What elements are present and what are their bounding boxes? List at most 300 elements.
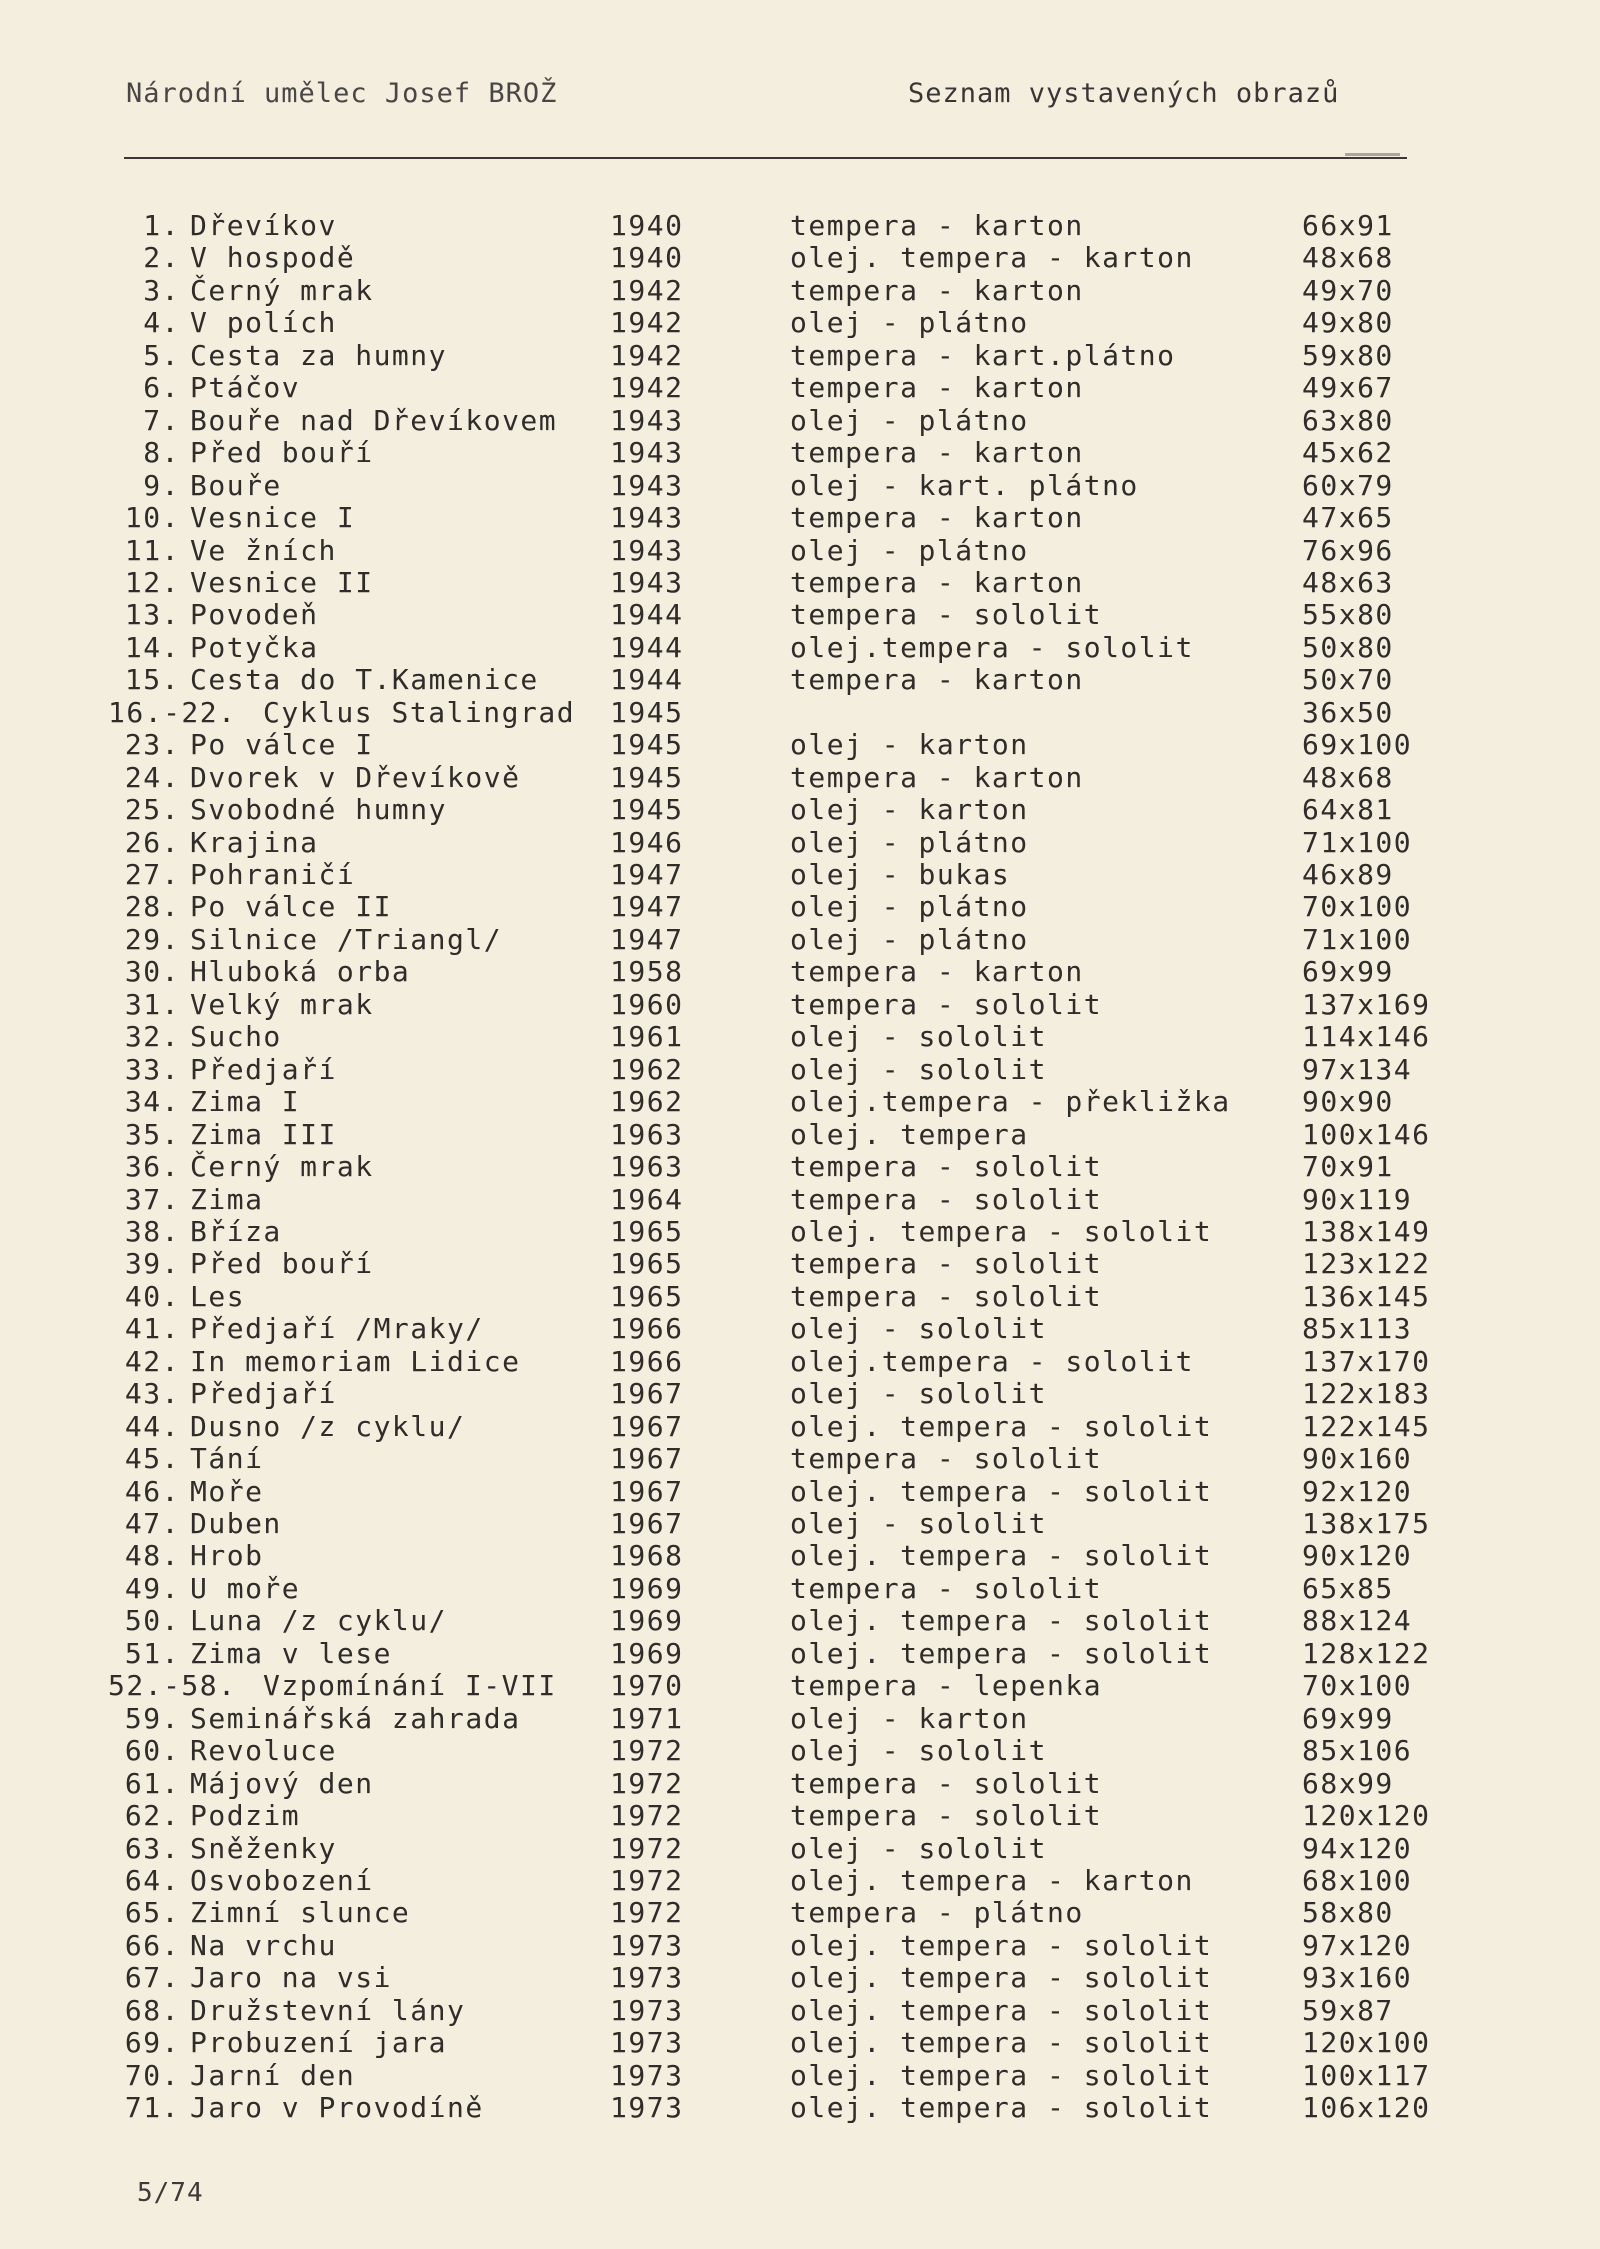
item-technique: olej - sololit — [790, 1052, 1048, 1086]
item-size: 114x146 — [1302, 1020, 1431, 1054]
item-technique: olej - karton — [790, 1701, 1029, 1735]
item-number: 6. — [143, 371, 180, 405]
item-year: 1973 — [610, 2026, 684, 2060]
list-item — [0, 1020, 1600, 1052]
item-year: 1972 — [610, 1799, 684, 1833]
list-item — [0, 404, 1600, 436]
item-technique: olej. tempera - sololit — [790, 1474, 1213, 1508]
item-number: 34. — [124, 1085, 180, 1119]
item-number: 48. — [124, 1539, 180, 1573]
item-number: 27. — [124, 858, 180, 891]
list-item — [0, 663, 1600, 695]
item-number: 31. — [124, 987, 180, 1021]
item-title: Ve žních — [190, 533, 337, 567]
item-size: 100x146 — [1302, 1117, 1431, 1151]
item-technique: olej. tempera — [790, 1117, 1029, 1151]
item-year: 1944 — [610, 630, 684, 664]
item-year: 1944 — [610, 598, 684, 632]
item-title: In memoriam Lidice — [190, 1344, 521, 1378]
item-size: 49x80 — [1302, 306, 1394, 340]
item-size: 136x145 — [1302, 1279, 1431, 1313]
item-number: 49. — [124, 1571, 180, 1605]
item-title: Před bouří — [190, 436, 374, 470]
item-year: 1967 — [610, 1377, 684, 1411]
item-number: 68. — [124, 1993, 180, 2027]
item-year: 1969 — [610, 1571, 684, 1605]
item-technique: tempera - sololit — [790, 987, 1103, 1021]
item-year: 1943 — [610, 468, 684, 502]
list-item — [0, 793, 1600, 825]
list-item — [0, 1961, 1600, 1993]
item-number: 23. — [124, 728, 180, 762]
item-size: 71x100 — [1302, 922, 1413, 956]
item-number: 15. — [124, 663, 180, 697]
item-technique: tempera - karton — [790, 273, 1084, 307]
item-number: 69. — [124, 2026, 180, 2060]
list-item — [0, 1604, 1600, 1636]
item-number: 46. — [124, 1474, 180, 1508]
item-technique: olej. tempera - sololit — [790, 1409, 1213, 1443]
item-size: 123x122 — [1302, 1247, 1431, 1281]
item-technique: olej - plátno — [790, 533, 1029, 567]
list-item — [0, 1539, 1600, 1571]
list-item — [0, 1247, 1600, 1279]
item-technique: olej - sololit — [790, 1377, 1048, 1411]
item-number: 3. — [143, 273, 180, 307]
item-year: 1969 — [610, 1636, 684, 1670]
item-technique: tempera - sololit — [790, 1571, 1103, 1605]
item-year: 1967 — [610, 1409, 684, 1443]
item-title: Krajina — [190, 825, 319, 859]
item-number: 11. — [124, 533, 180, 567]
list-item — [0, 501, 1600, 533]
list-item — [0, 1085, 1600, 1117]
item-technique: tempera - karton — [790, 501, 1084, 535]
list-title: Seznam vystavených obrazů — [908, 78, 1340, 109]
item-size: 55x80 — [1302, 598, 1394, 632]
item-number: 41. — [124, 1312, 180, 1346]
list-item — [0, 1118, 1600, 1150]
item-technique: tempera - sololit — [790, 1766, 1103, 1800]
item-technique: olej - sololit — [790, 1312, 1048, 1346]
item-title: Cesta do T.Kamenice — [190, 663, 539, 697]
item-size: 85x106 — [1302, 1734, 1413, 1768]
item-title: Sucho — [190, 1020, 282, 1054]
item-title: Před bouří — [190, 1247, 374, 1281]
item-year: 1963 — [610, 1150, 684, 1184]
item-size: 70x100 — [1302, 1669, 1413, 1703]
item-title: Tání — [190, 1442, 264, 1476]
item-title: Probuzení jara — [190, 2026, 448, 2060]
item-title: Les — [190, 1279, 246, 1313]
item-technique: olej. tempera - sololit — [790, 1539, 1213, 1573]
item-number: 8. — [143, 436, 180, 470]
item-number: 70. — [124, 2058, 180, 2092]
item-title: Zima — [190, 1182, 264, 1216]
list-item — [0, 923, 1600, 955]
item-technique: olej. tempera - sololit — [790, 1214, 1213, 1248]
item-technique: tempera - sololit — [790, 1799, 1103, 1833]
item-number: 9. — [143, 468, 180, 502]
item-number: 50. — [124, 1604, 180, 1638]
list-item — [0, 436, 1600, 468]
item-size: 63x80 — [1302, 403, 1394, 437]
item-year: 1943 — [610, 565, 684, 599]
item-title: Pohraničí — [190, 858, 356, 891]
list-item — [0, 1442, 1600, 1474]
item-technique: tempera - karton — [790, 955, 1084, 989]
item-technique: olej.tempera - sololit — [790, 1344, 1194, 1378]
item-size: 48x68 — [1302, 760, 1394, 794]
item-size: 122x145 — [1302, 1409, 1431, 1443]
item-technique: olej - sololit — [790, 1507, 1048, 1540]
item-size: 69x99 — [1302, 1701, 1394, 1735]
item-year: 1945 — [610, 760, 684, 794]
item-year: 1966 — [610, 1312, 684, 1346]
item-year: 1967 — [610, 1474, 684, 1508]
item-technique: olej. tempera - sololit — [790, 1604, 1213, 1638]
item-technique: tempera - karton — [790, 760, 1084, 794]
item-number: 37. — [124, 1182, 180, 1216]
item-size: 138x175 — [1302, 1507, 1431, 1540]
item-size: 97x120 — [1302, 1928, 1413, 1962]
list-item — [0, 1183, 1600, 1215]
list-item — [0, 598, 1600, 630]
item-year: 1967 — [610, 1442, 684, 1476]
item-year: 1965 — [610, 1214, 684, 1248]
item-title: Dřevíkov — [190, 209, 337, 242]
item-technique: olej - sololit — [790, 1020, 1048, 1054]
list-item — [0, 1799, 1600, 1831]
item-technique: tempera - karton — [790, 663, 1084, 697]
item-title: Bříza — [190, 1214, 282, 1248]
item-title: Jaro v Provodíně — [190, 2091, 484, 2125]
list-item — [0, 1832, 1600, 1864]
item-number: 45. — [124, 1442, 180, 1476]
list-item — [0, 339, 1600, 371]
item-number: 43. — [124, 1377, 180, 1411]
list-item — [0, 469, 1600, 501]
item-size: 85x113 — [1302, 1312, 1413, 1346]
list-item — [0, 1702, 1600, 1734]
item-title: Potyčka — [190, 630, 319, 664]
list-item — [0, 534, 1600, 566]
item-number: 35. — [124, 1117, 180, 1151]
item-year: 1945 — [610, 695, 684, 729]
item-year: 1943 — [610, 436, 684, 470]
item-year: 1962 — [610, 1052, 684, 1086]
item-size: 58x80 — [1302, 1896, 1394, 1930]
item-year: 1961 — [610, 1020, 684, 1054]
item-size: 128x122 — [1302, 1636, 1431, 1670]
item-size: 48x68 — [1302, 241, 1394, 275]
item-number: 62. — [124, 1799, 180, 1833]
item-number: 4. — [143, 306, 180, 340]
item-title: Podzim — [190, 1799, 301, 1833]
item-year: 1972 — [610, 1766, 684, 1800]
item-number: 10. — [124, 501, 180, 535]
list-item — [0, 1734, 1600, 1766]
list-item — [0, 1669, 1600, 1701]
item-number: 38. — [124, 1214, 180, 1248]
list-item — [0, 858, 1600, 890]
item-size: 36x50 — [1302, 695, 1394, 729]
item-title: Zimní slunce — [190, 1896, 411, 1930]
item-technique: olej.tempera - sololit — [790, 630, 1194, 664]
item-number: 52.-58. — [108, 1669, 237, 1703]
item-size: 69x99 — [1302, 955, 1394, 989]
list-item — [0, 306, 1600, 338]
list-item — [0, 1507, 1600, 1539]
item-technique: tempera - kart.plátno — [790, 338, 1176, 372]
item-year: 1960 — [610, 987, 684, 1021]
item-size: 49x67 — [1302, 371, 1394, 405]
list-item — [0, 1312, 1600, 1344]
item-size: 106x120 — [1302, 2091, 1431, 2125]
item-number: 36. — [124, 1150, 180, 1184]
list-item — [0, 1150, 1600, 1182]
item-year: 1943 — [610, 533, 684, 567]
item-number: 51. — [124, 1636, 180, 1670]
item-technique: tempera - sololit — [790, 1442, 1103, 1476]
item-number: 25. — [124, 793, 180, 827]
item-size: 47x65 — [1302, 501, 1394, 535]
item-size: 137x170 — [1302, 1344, 1431, 1378]
item-number: 60. — [124, 1734, 180, 1768]
list-item — [0, 1053, 1600, 1085]
item-technique: olej - plátno — [790, 922, 1029, 956]
item-number: 13. — [124, 598, 180, 632]
item-title: V hospodě — [190, 241, 356, 275]
item-number: 47. — [124, 1507, 180, 1540]
item-technique: olej. tempera - sololit — [790, 2058, 1213, 2092]
item-year: 1958 — [610, 955, 684, 989]
item-title: Seminářská zahrada — [190, 1701, 521, 1735]
item-number: 40. — [124, 1279, 180, 1313]
item-title: Povodeň — [190, 598, 319, 632]
item-title: Vzpomínání I-VII — [263, 1669, 557, 1703]
item-year: 1969 — [610, 1604, 684, 1638]
item-title: Družstevní lány — [190, 1993, 466, 2027]
item-technique: olej. tempera - sololit — [790, 1636, 1213, 1670]
item-year: 1942 — [610, 273, 684, 307]
item-year: 1967 — [610, 1507, 684, 1540]
item-title: Černý mrak — [190, 273, 374, 307]
item-technique: tempera - sololit — [790, 1279, 1103, 1313]
item-year: 1940 — [610, 241, 684, 275]
item-title: Luna /z cyklu/ — [190, 1604, 448, 1638]
item-number: 42. — [124, 1344, 180, 1378]
item-year: 1962 — [610, 1085, 684, 1119]
item-title: Duben — [190, 1507, 282, 1540]
item-year: 1972 — [610, 1734, 684, 1768]
item-number: 2. — [143, 241, 180, 275]
item-year: 1943 — [610, 403, 684, 437]
item-technique: olej. tempera - sololit — [790, 1993, 1213, 2027]
item-size: 100x117 — [1302, 2058, 1431, 2092]
item-number: 32. — [124, 1020, 180, 1054]
item-title: Moře — [190, 1474, 264, 1508]
item-technique: olej. tempera - sololit — [790, 2091, 1213, 2125]
item-year: 1942 — [610, 338, 684, 372]
item-size: 66x91 — [1302, 209, 1394, 242]
item-year: 1972 — [610, 1831, 684, 1865]
item-size: 46x89 — [1302, 858, 1394, 891]
list-item — [0, 1215, 1600, 1247]
list-item — [0, 241, 1600, 273]
item-technique: tempera - sololit — [790, 1150, 1103, 1184]
item-title: V polích — [190, 306, 337, 340]
item-technique: olej - karton — [790, 793, 1029, 827]
list-item — [0, 1280, 1600, 1312]
item-year: 1971 — [610, 1701, 684, 1735]
list-item — [0, 988, 1600, 1020]
item-title: Předjaří — [190, 1377, 337, 1411]
item-technique: tempera - sololit — [790, 1247, 1103, 1281]
item-year: 1945 — [610, 793, 684, 827]
list-item — [0, 2091, 1600, 2123]
item-size: 45x62 — [1302, 436, 1394, 470]
item-year: 1973 — [610, 1993, 684, 2027]
list-item — [0, 1896, 1600, 1928]
list-item — [0, 1410, 1600, 1442]
item-size: 122x183 — [1302, 1377, 1431, 1411]
list-item — [0, 1572, 1600, 1604]
item-technique: tempera - karton — [790, 371, 1084, 405]
list-item — [0, 2026, 1600, 2058]
item-size: 97x134 — [1302, 1052, 1413, 1086]
item-number: 30. — [124, 955, 180, 989]
item-technique: olej - kart. plátno — [790, 468, 1139, 502]
item-number: 63. — [124, 1831, 180, 1865]
item-size: 59x87 — [1302, 1993, 1394, 2027]
item-title: Zima I — [190, 1085, 301, 1119]
item-title: Svobodné humny — [190, 793, 448, 827]
item-technique: olej. tempera - sololit — [790, 2026, 1213, 2060]
item-size: 93x160 — [1302, 1961, 1413, 1995]
item-number: 65. — [124, 1896, 180, 1930]
item-title: Jarní den — [190, 2058, 356, 2092]
item-size: 69x100 — [1302, 728, 1413, 762]
item-technique: olej - plátno — [790, 403, 1029, 437]
item-number: 12. — [124, 565, 180, 599]
list-item — [0, 209, 1600, 241]
item-number: 5. — [143, 338, 180, 372]
list-item — [0, 1637, 1600, 1669]
item-title: Předjaří /Mraky/ — [190, 1312, 484, 1346]
item-title: Cesta za humny — [190, 338, 448, 372]
page-reference: 5/74 — [137, 2178, 204, 2208]
item-technique: tempera - karton — [790, 436, 1084, 470]
item-size: 60x79 — [1302, 468, 1394, 502]
item-year: 1946 — [610, 825, 684, 859]
item-year: 1947 — [610, 890, 684, 924]
list-item — [0, 566, 1600, 598]
item-title: U moře — [190, 1571, 301, 1605]
item-year: 1966 — [610, 1344, 684, 1378]
item-title: Osvobození — [190, 1863, 374, 1897]
item-title: Vesnice I — [190, 501, 356, 535]
item-size: 76x96 — [1302, 533, 1394, 567]
list-item — [0, 1864, 1600, 1896]
list-item — [0, 371, 1600, 403]
list-item — [0, 274, 1600, 306]
item-number: 66. — [124, 1928, 180, 1962]
item-number: 39. — [124, 1247, 180, 1281]
item-title: Zima v lese — [190, 1636, 392, 1670]
item-year: 1942 — [610, 306, 684, 340]
item-size: 70x91 — [1302, 1150, 1394, 1184]
list-item — [0, 631, 1600, 663]
list-item — [0, 1767, 1600, 1799]
item-size: 90x90 — [1302, 1085, 1394, 1119]
item-technique: olej - plátno — [790, 306, 1029, 340]
item-title: Zima III — [190, 1117, 337, 1151]
item-number: 59. — [124, 1701, 180, 1735]
item-size: 137x169 — [1302, 987, 1431, 1021]
item-title: Předjaří — [190, 1052, 337, 1086]
item-year: 1965 — [610, 1247, 684, 1281]
item-title: Hrob — [190, 1539, 264, 1573]
item-technique: tempera - sololit — [790, 598, 1103, 632]
item-technique: tempera - karton — [790, 565, 1084, 599]
item-size: 92x120 — [1302, 1474, 1413, 1508]
list-item — [0, 1345, 1600, 1377]
item-number: 44. — [124, 1409, 180, 1443]
item-year: 1944 — [610, 663, 684, 697]
artist-heading: Národní umělec Josef BROŽ — [126, 78, 558, 109]
item-title: Bouře nad Dřevíkovem — [190, 403, 558, 437]
item-size: 68x99 — [1302, 1766, 1394, 1800]
item-size: 59x80 — [1302, 338, 1394, 372]
item-year: 1945 — [610, 728, 684, 762]
item-number: 71. — [124, 2091, 180, 2125]
item-title: Cyklus Stalingrad — [263, 695, 576, 729]
item-year: 1942 — [610, 371, 684, 405]
item-number: 16.-22. — [108, 695, 237, 729]
item-year: 1947 — [610, 858, 684, 891]
item-number: 64. — [124, 1863, 180, 1897]
item-technique: olej. tempera - sololit — [790, 1961, 1213, 1995]
item-technique: olej - plátno — [790, 890, 1029, 924]
item-title: Vesnice II — [190, 565, 374, 599]
item-size: 94x120 — [1302, 1831, 1413, 1865]
item-number: 61. — [124, 1766, 180, 1800]
list-item — [0, 826, 1600, 858]
item-number: 1. — [143, 209, 180, 242]
item-technique: olej.tempera - překližka — [790, 1085, 1231, 1119]
item-number: 33. — [124, 1052, 180, 1086]
item-technique: olej. tempera - karton — [790, 241, 1194, 275]
item-size: 64x81 — [1302, 793, 1394, 827]
item-size: 68x100 — [1302, 1863, 1413, 1897]
item-size: 65x85 — [1302, 1571, 1394, 1605]
item-title: Revoluce — [190, 1734, 337, 1768]
list-item — [0, 761, 1600, 793]
item-number: 26. — [124, 825, 180, 859]
item-technique: olej - bukas — [790, 858, 1011, 891]
item-number: 24. — [124, 760, 180, 794]
item-size: 138x149 — [1302, 1214, 1431, 1248]
item-technique: tempera - plátno — [790, 1896, 1084, 1930]
item-title: Silnice /Triangl/ — [190, 922, 503, 956]
item-number: 7. — [143, 403, 180, 437]
header-rule-mark — [1345, 139, 1400, 156]
item-year: 1973 — [610, 1961, 684, 1995]
item-year: 1972 — [610, 1896, 684, 1930]
header-rule — [124, 157, 1407, 159]
item-year: 1968 — [610, 1539, 684, 1573]
